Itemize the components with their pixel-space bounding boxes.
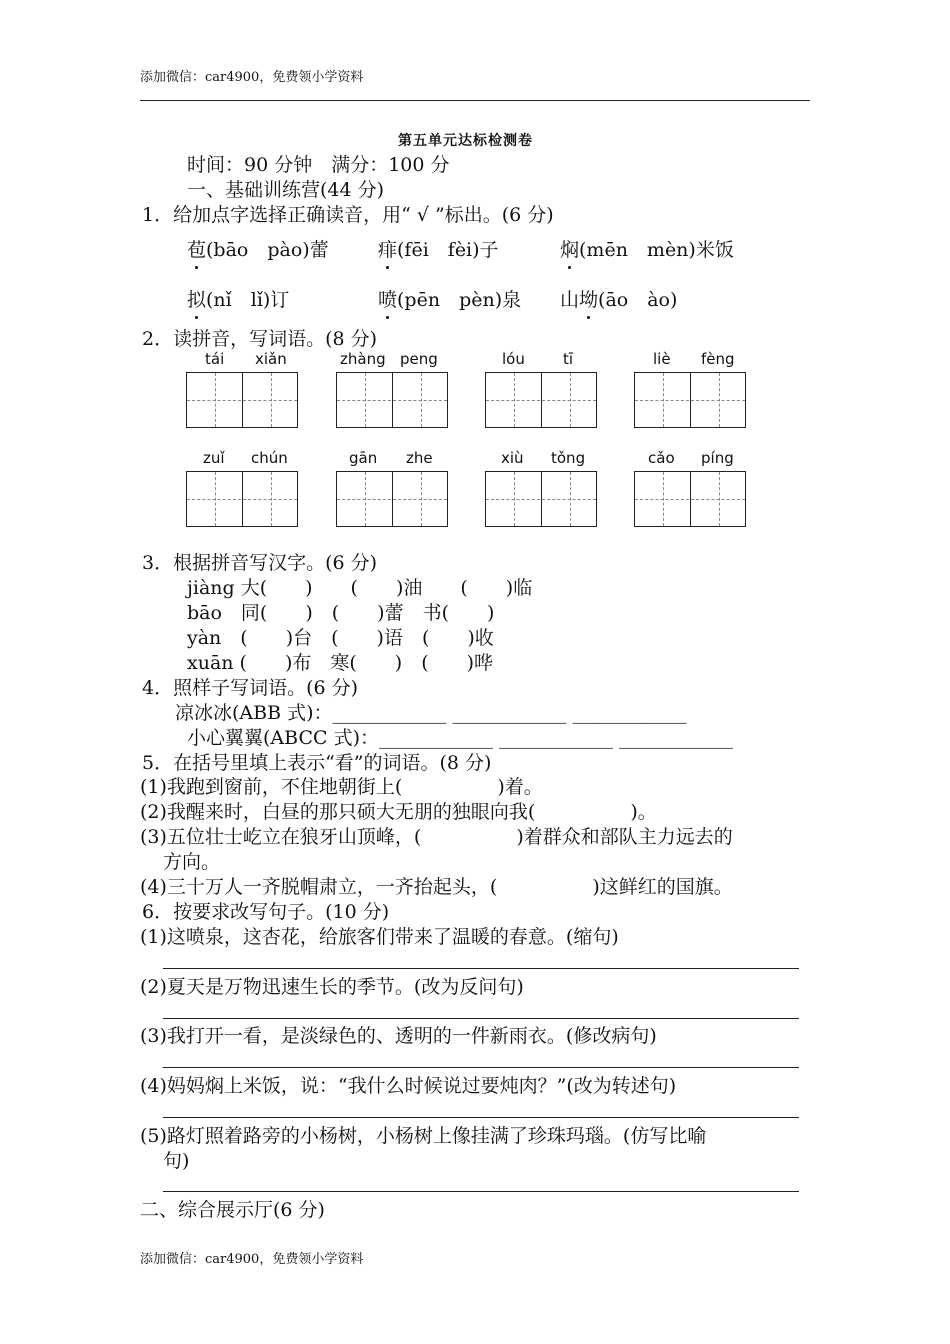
q6-prompt: 句) [163, 1150, 190, 1172]
pinyin-label: zhe [406, 449, 433, 467]
header-text: 添加微信：car4900，免费领小学资料 [140, 70, 364, 85]
q5-title: 5．在括号里填上表示“看”的词语。(8 分) [142, 752, 492, 774]
answer-line[interactable] [163, 1067, 799, 1068]
writing-grid[interactable] [186, 471, 298, 527]
q6-prompt: (5)路灯照着路旁的小杨树，小杨树上像挂满了珍珠玛瑙。(仿写比喻 [140, 1125, 707, 1147]
dotted-char: 喷 [378, 285, 397, 312]
q1-item [187, 235, 329, 262]
exam-meta: 时间：90 分钟 满分：100 分 [187, 154, 450, 176]
q1-item-options: (fēi fèi)子 [397, 239, 499, 261]
q1-item-prefix: 山 [560, 289, 580, 311]
pinyin-label: lóu [502, 350, 525, 368]
answer-line[interactable] [163, 1018, 799, 1019]
pinyin-label: liè [653, 350, 671, 368]
dotted-char: 拟 [187, 285, 206, 312]
q5-line: (3)五位壮士屹立在狼牙山顶峰，( )着群众和部队主力远去的 [140, 826, 733, 848]
q5-line: 方向。 [163, 851, 221, 873]
section-2-heading: 二、综合展示厅(6 分) [140, 1199, 325, 1221]
pinyin-label: zuǐ [203, 449, 225, 467]
pinyin-label: cǎo [648, 449, 675, 467]
section-1-heading: 一、基础训练营(44 分) [187, 179, 385, 201]
q1-item-options: (pēn pèn)泉 [397, 289, 522, 311]
q3-line: jiàng 大( ) ( )油 ( )临 [187, 577, 533, 599]
dotted-char: 坳 [579, 285, 598, 312]
pinyin-label: tī [563, 350, 574, 368]
q2-title: 2．读拼音，写词语。(8 分) [142, 328, 378, 350]
q3-title: 3．根据拼音写汉字。(6 分) [142, 552, 378, 574]
pinyin-label: tái [205, 350, 225, 368]
footer-text: 添加微信：car4900，免费领小学资料 [140, 1252, 364, 1267]
pinyin-label: tǒng [551, 449, 586, 467]
writing-grid[interactable] [336, 372, 448, 428]
q6-prompt: (3)我打开一看，是淡绿色的、透明的一件新雨衣。(修改病句) [140, 1025, 657, 1047]
q4-title: 4．照样子写词语。(6 分) [142, 677, 359, 699]
q1-title: 1．给加点字选择正确读音，用“ √ ”标出。(6 分) [142, 204, 554, 226]
q4-line: 凉冰冰(ABB 式)：____________ ____________ ____________ [175, 702, 687, 724]
pinyin-label: peng [400, 350, 438, 368]
q6-title: 6．按要求改写句子。(10 分) [142, 901, 390, 923]
q5-line: (2)我醒来时，白昼的那只硕大无朋的独眼向我( )。 [140, 801, 657, 823]
writing-grid[interactable] [634, 372, 746, 428]
writing-grid[interactable] [186, 372, 298, 428]
answer-line[interactable] [163, 1117, 799, 1118]
dotted-char: 焖 [560, 235, 579, 262]
header-rule [140, 100, 810, 101]
q1-item [560, 235, 734, 262]
q4-line: 小心翼翼(ABCC 式)：____________ ____________ ____________ [187, 727, 734, 749]
writing-grid[interactable] [485, 372, 597, 428]
q1-item [378, 285, 521, 312]
answer-line[interactable] [163, 968, 799, 969]
q6-prompt: (1)这喷泉，这杏花，给旅客们带来了温暖的春意。(缩句) [140, 926, 619, 948]
q1-item [560, 285, 677, 312]
q6-prompt: (4)妈妈焖上米饭，说：“我什么时候说过要炖肉？”(改为转述句) [140, 1075, 677, 1097]
q1-item-options: (nǐ lǐ)订 [206, 289, 290, 311]
q3-line: xuān ( )布 寒( ) ( )哗 [187, 652, 494, 674]
q5-line: (4)三十万人一齐脱帽肃立，一齐抬起头，( )这鲜红的国旗。 [140, 876, 733, 898]
pinyin-label: píng [701, 449, 734, 467]
dotted-char: 苞 [187, 235, 206, 262]
pinyin-label: xiù [501, 449, 524, 467]
q5-line: (1)我跑到窗前，不住地朝街上( )着。 [140, 776, 543, 798]
q1-item [378, 235, 499, 262]
writing-grid[interactable] [336, 471, 448, 527]
q3-line: bāo 同( ) ( )蕾 书( ) [187, 602, 495, 624]
pinyin-label: xiǎn [255, 350, 287, 368]
q1-item-options: (āo ào) [598, 289, 678, 311]
pinyin-label: chún [251, 449, 288, 467]
q6-prompt: (2)夏天是万物迅速生长的季节。(改为反问句) [140, 976, 524, 998]
page-title: 第五单元达标检测卷 [398, 133, 533, 149]
writing-grid[interactable] [485, 471, 597, 527]
answer-line[interactable] [163, 1191, 799, 1192]
dotted-char: 痱 [378, 235, 397, 262]
pinyin-label: fèng [701, 350, 735, 368]
writing-grid[interactable] [634, 471, 746, 527]
q3-line: yàn ( )台 ( )语 ( )收 [187, 627, 494, 649]
pinyin-label: zhàng [340, 350, 386, 368]
q1-item [187, 285, 289, 312]
q1-item-options: (mēn mèn)米饭 [579, 239, 734, 261]
q1-item-options: (bāo pào)蕾 [206, 239, 329, 261]
pinyin-label: gān [349, 449, 378, 467]
